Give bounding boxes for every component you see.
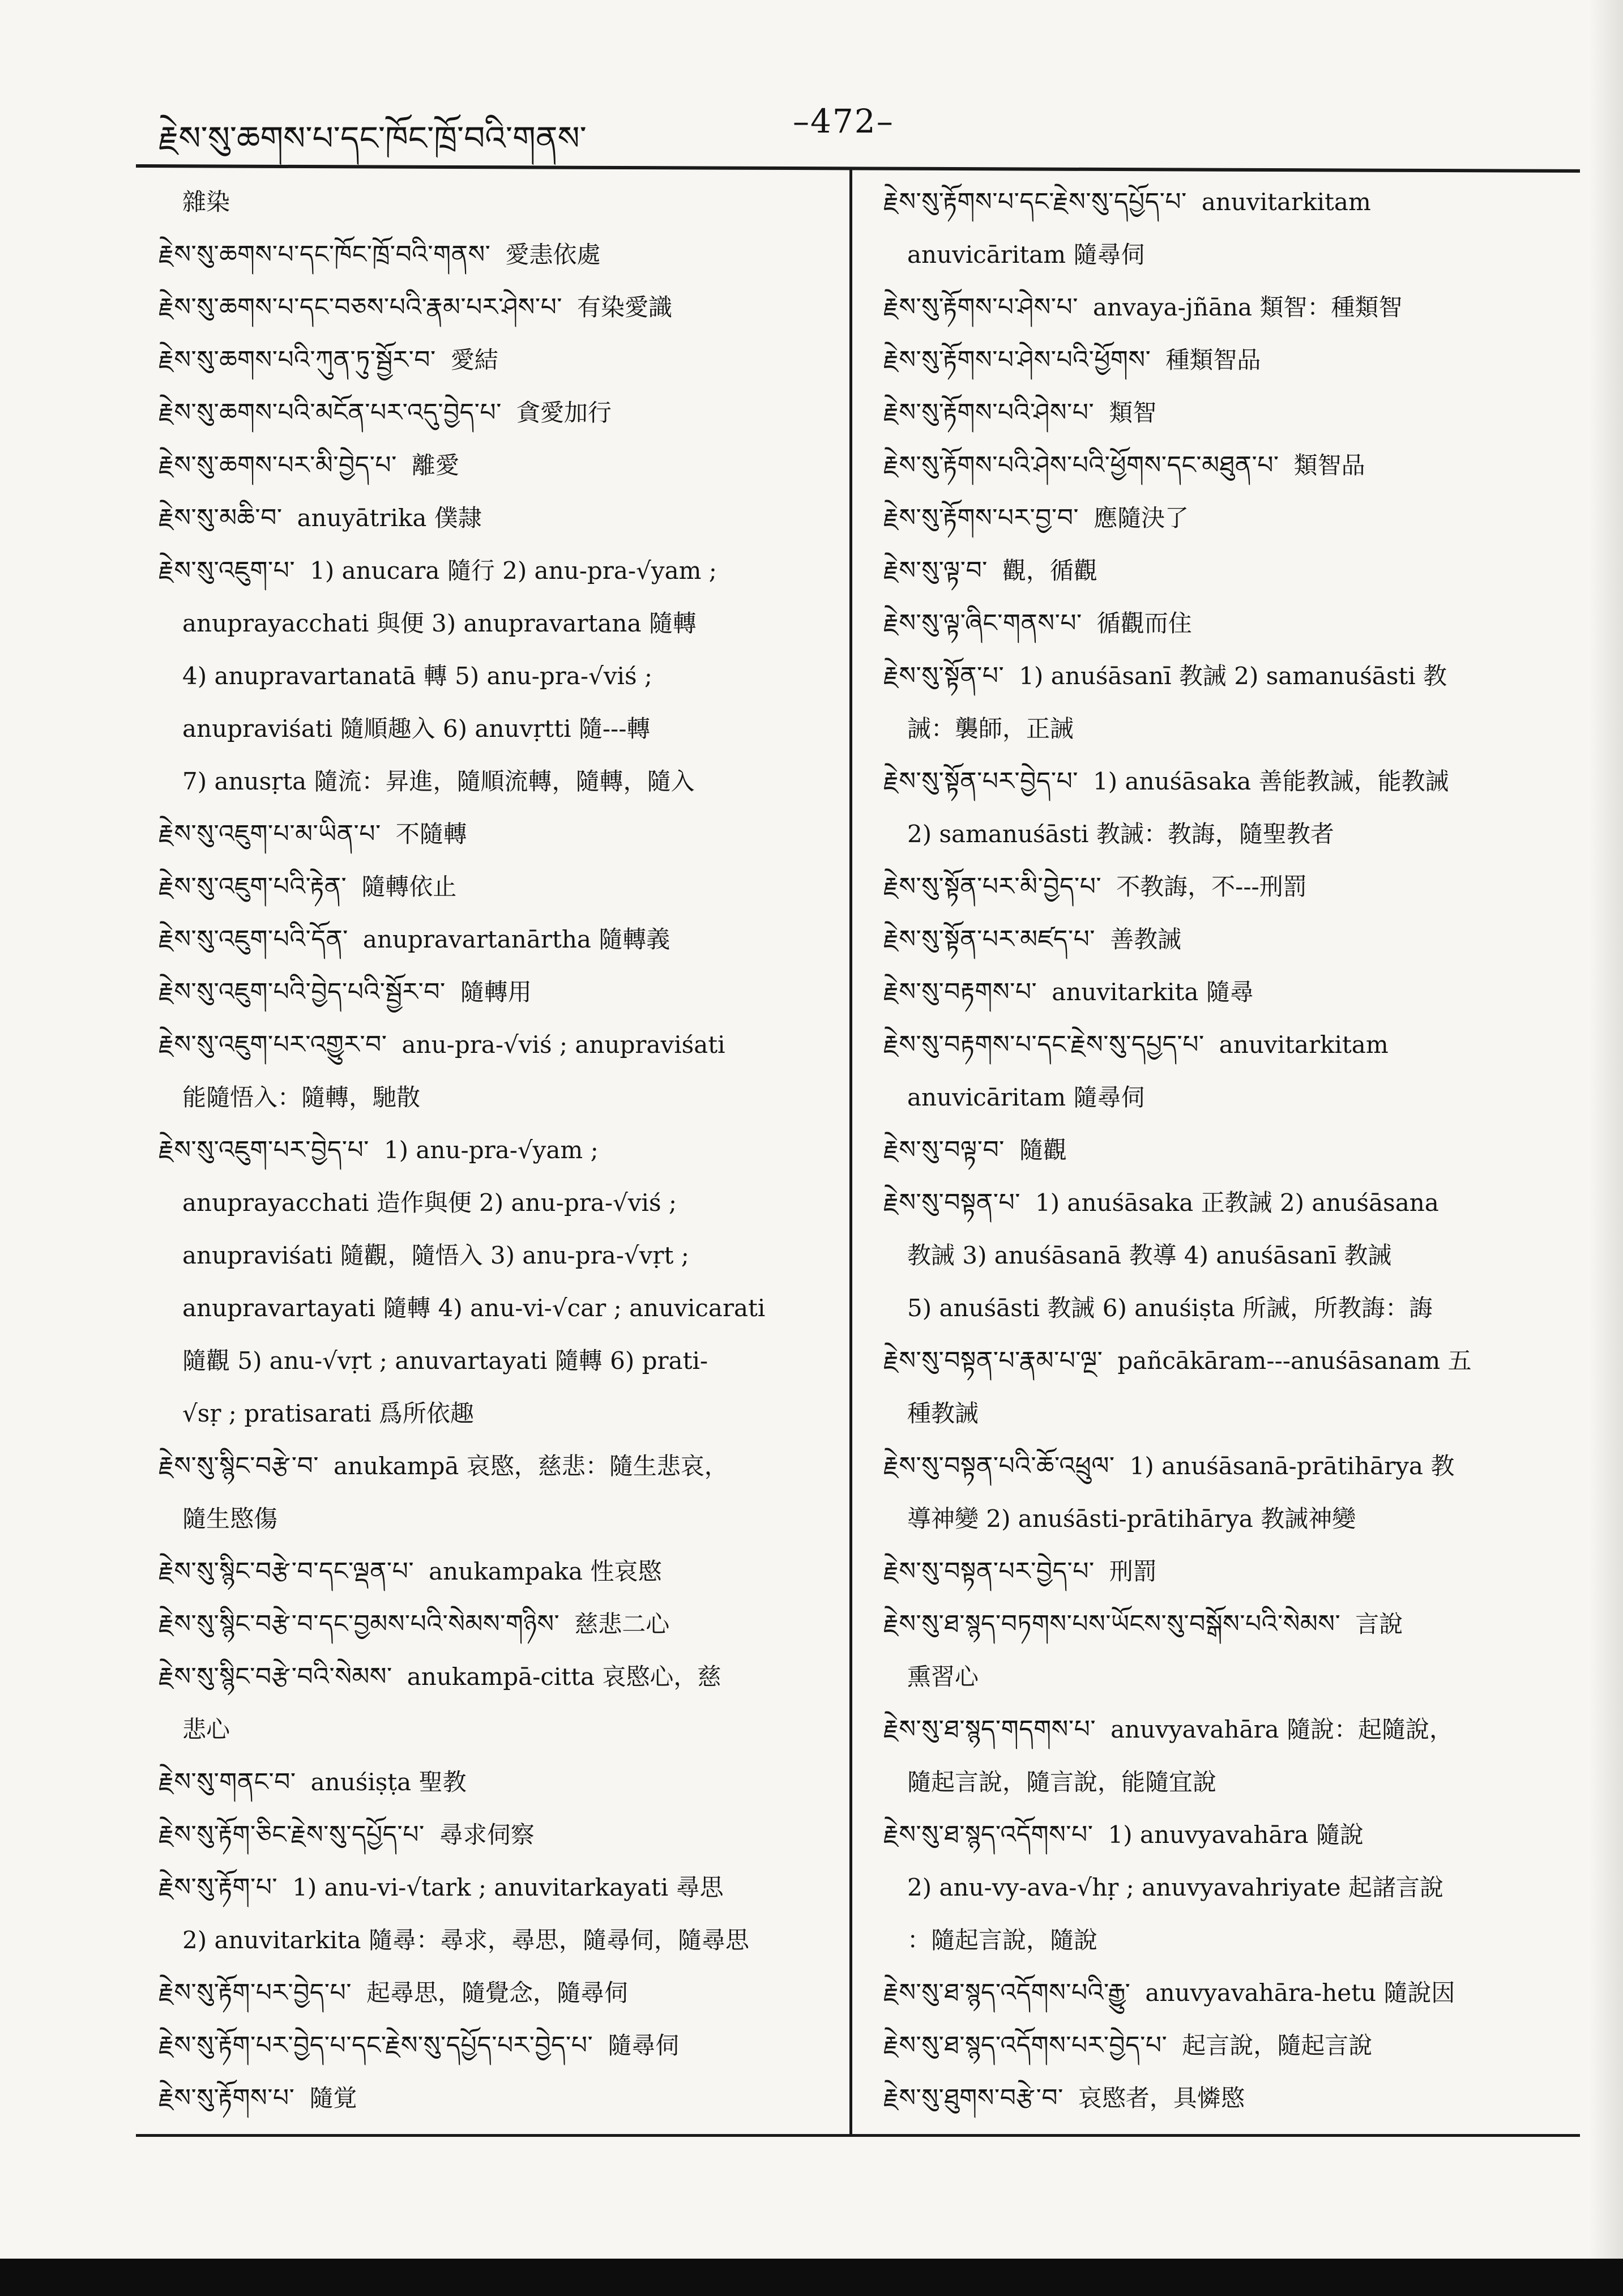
gloss-text: 7) anusṛta 隨流：昇進，隨順流轉，隨轉，隨入 <box>182 767 695 795</box>
gloss-text: 1) anuvyavahāra 隨說 <box>1108 1821 1364 1849</box>
dictionary-line <box>159 1124 838 1176</box>
tibetan-headword: རྗེས་སུ་རྟོག་པ་ <box>159 1873 278 1902</box>
dictionary-line <box>159 1966 838 2019</box>
dictionary-line <box>159 1440 838 1492</box>
dictionary-line <box>883 492 1563 544</box>
gloss-text: 有染愛識 <box>577 293 673 321</box>
bottom-rule <box>136 2134 1580 2137</box>
tibetan-headword: རྗེས་སུ་བསྟན་པར་བྱེད་པ་ <box>883 1557 1095 1586</box>
dictionary-line <box>883 1071 1563 1124</box>
tibetan-headword: རྗེས་སུ་རྟོག་པར་བྱེད་པ་དང་རྗེས་སུ་དཔྱོད་པར་བྱེད་པ་ <box>159 2031 593 2060</box>
dictionary-line <box>883 386 1563 439</box>
gloss-text: 導神變 2) anuśāsti-prātihārya 教誡神變 <box>907 1505 1356 1533</box>
gloss-text: 1) anuśāsanā-prātihārya 教 <box>1129 1452 1455 1480</box>
gloss-text: anupravartanārtha 隨轉義 <box>362 925 670 953</box>
gloss-text: 隨轉依止 <box>361 873 457 901</box>
gloss-text: anupraviśati 隨順趣入 6) anuvṛtti 隨---轉 <box>182 715 651 742</box>
left-column <box>159 176 838 2124</box>
gloss-text: √sṛ ; pratisarati 爲所依趣 <box>182 1399 474 1427</box>
dictionary-line <box>883 1176 1563 1229</box>
tibetan-headword: རྗེས་སུ་ཐ་སྙད་གདགས་པ་ <box>883 1715 1096 1744</box>
dictionary-line <box>883 808 1563 860</box>
gloss-text: 教誡 3) anuśāsanā 教導 4) anuśāsanī 教誡 <box>907 1241 1392 1269</box>
tibetan-headword: རྗེས་སུ་རྟོགས་པ་ཤེས་པའི་ཕྱོགས་ <box>883 345 1151 374</box>
gloss-text: 類智 <box>1109 399 1157 426</box>
dictionary-line <box>159 1071 838 1124</box>
tibetan-headword: རྗེས་སུ་འཇུག་པའི་རྟེན་ <box>159 872 347 901</box>
gloss-text: 不隨轉 <box>395 820 467 848</box>
page-number: –472– <box>793 102 894 140</box>
gloss-text: anuprayacchati 造作與便 2) anu-pra-√viś ; <box>182 1189 677 1217</box>
dictionary-line <box>159 1756 838 1808</box>
gloss-text: anuvitarkita 隨尋 <box>1052 978 1254 1006</box>
dictionary-line <box>883 2019 1563 2072</box>
dictionary-line <box>883 281 1563 334</box>
tibetan-headword: རྗེས་སུ་བསྟན་པ་ <box>883 1188 1020 1217</box>
gloss-text: 離愛 <box>411 451 459 479</box>
tibetan-headword: རྗེས་སུ་ཐུགས་བརྩེ་བ་ <box>883 2084 1064 2113</box>
tibetan-headword: རྗེས་སུ་ཆགས་པ་དང་ཁོང་ཁྲོ་བའི་གནས་ <box>159 240 491 269</box>
dictionary-line <box>159 860 838 913</box>
tibetan-headword: རྗེས་སུ་བལྟ་བ་ <box>883 1136 1005 1164</box>
scan-bottom-band <box>0 2259 1623 2296</box>
dictionary-line <box>159 1703 838 1756</box>
dictionary-line <box>883 755 1563 808</box>
gloss-text: 循觀而住 <box>1096 609 1192 637</box>
gloss-text: 1) anuśāsanī 教誡 2) samanuśāsti 教 <box>1019 662 1447 690</box>
dictionary-line <box>883 1598 1563 1650</box>
dictionary-line <box>159 1387 838 1440</box>
gloss-text: 哀愍者，具憐愍 <box>1078 2084 1245 2112</box>
gloss-text: anuvitarkitam <box>1219 1031 1389 1059</box>
tibetan-headword: རྗེས་སུ་རྟོགས་པར་བྱ་བ་ <box>883 503 1079 532</box>
dictionary-line <box>159 755 838 808</box>
tibetan-headword: རྗེས་སུ་རྟོགས་པའི་ཤེས་པ་ <box>883 398 1095 427</box>
dictionary-line <box>883 334 1563 386</box>
gloss-text: anukampā-citta 哀愍心，慈 <box>407 1663 721 1691</box>
dictionary-line <box>883 966 1563 1018</box>
gloss-text: 起言說，隨起言說 <box>1182 2032 1373 2059</box>
tibetan-headword: རྗེས་སུ་ལྟ་བ་ <box>883 556 988 585</box>
dictionary-line <box>883 1229 1563 1282</box>
dictionary-line <box>159 544 838 597</box>
dictionary-line <box>159 597 838 650</box>
dictionary-line <box>159 1598 838 1650</box>
tibetan-headword: རྗེས་སུ་བསྟན་པ་རྣམ་པ་ལྔ་ <box>883 1346 1103 1375</box>
tibetan-headword: རྗེས་སུ་འཇུག་པ་ <box>159 556 296 585</box>
gloss-text: 隨覚 <box>309 2084 357 2112</box>
gloss-text: 2) samanuśāsti 教誡：教誨，隨聖教者 <box>907 820 1334 848</box>
dictionary-line <box>883 228 1563 281</box>
dictionary-line <box>159 1914 838 1966</box>
gloss-text: 種教誡 <box>907 1399 979 1427</box>
column-divider <box>849 170 852 2134</box>
gloss-text: 1) anucara 隨行 2) anu-pra-√yam ; <box>310 557 717 584</box>
tibetan-headword: རྗེས་སུ་ཐ་སྙད་འདོགས་པའི་རྒྱུ་ <box>883 1978 1131 2007</box>
dictionary-line <box>883 1282 1563 1334</box>
gloss-text: 善教誡 <box>1110 925 1182 953</box>
dictionary-line <box>883 1703 1563 1756</box>
dictionary-line <box>159 650 838 702</box>
dictionary-line <box>883 702 1563 755</box>
dictionary-line <box>883 597 1563 650</box>
dictionary-line <box>159 334 838 386</box>
tibetan-headword: རྗེས་སུ་སྙིང་བརྩེ་བ་དང་བྱམས་པའི་སེམས་གཉིས་ <box>159 1610 560 1638</box>
gloss-text: 熏習心 <box>907 1663 979 1691</box>
tibetan-headword: རྗེས་སུ་བརྟགས་པ་དང་རྗེས་སུ་དཔྱད་པ་ <box>883 1030 1205 1059</box>
gloss-text: 起尋思，隨覺念，隨尋伺 <box>366 1979 628 2007</box>
gloss-text: 1) anuśāsaka 善能教誡，能教誡 <box>1093 767 1449 795</box>
dictionary-line <box>883 2072 1563 2124</box>
gloss-text: 觀，循觀 <box>1002 557 1097 584</box>
tibetan-headword: རྗེས་སུ་ལྟ་ཞིང་གནས་པ་ <box>883 609 1082 638</box>
dictionary-line <box>883 860 1563 913</box>
gloss-text: 愛恚依處 <box>505 241 601 268</box>
dictionary-line <box>159 1492 838 1545</box>
tibetan-headword: རྗེས་སུ་འཇུག་པའི་དོན་ <box>159 925 348 954</box>
dictionary-line <box>883 1650 1563 1703</box>
gloss-text: 隨觀 <box>1019 1136 1067 1164</box>
tibetan-headword: རྗེས་སུ་གནང་བ་ <box>159 1768 296 1796</box>
dictionary-line <box>159 1650 838 1703</box>
dictionary-line <box>159 808 838 860</box>
gloss-text: anuśiṣṭa 聖教 <box>310 1768 467 1796</box>
tibetan-headword: རྗེས་སུ་འཇུག་པ་མ་ཡིན་པ་ <box>159 820 381 848</box>
gloss-text: 1) anu-pra-√yam ; <box>383 1136 599 1164</box>
tibetan-headword: རྗེས་སུ་སྟོན་པར་མི་བྱེད་པ་ <box>883 872 1102 901</box>
gloss-text: 2) anuvitarkita 隨尋：尋求，尋思，隨尋伺，隨尋思 <box>182 1926 749 1954</box>
tibetan-headword: རྗེས་སུ་སྙིང་བརྩེ་བ་ <box>159 1452 319 1480</box>
dictionary-line <box>159 702 838 755</box>
gloss-text: anupravartayati 隨轉 4) anu-vi-√car ; anuvicarati <box>182 1294 766 1322</box>
gloss-text: anukampaka 性哀愍 <box>429 1557 662 1585</box>
gloss-text: anuyātrika 僕隷 <box>297 504 482 532</box>
tibetan-headword: རྗེས་སུ་རྟོགས་པ་དང་རྗེས་སུ་དཔྱོད་པ་ <box>883 187 1187 216</box>
gloss-text: 雜染 <box>182 188 230 216</box>
tibetan-headword: རྗེས་སུ་ཆགས་པ་དང་བཅས་པའི་རྣམ་པར་ཤེས་པ་ <box>159 293 563 322</box>
dictionary-line <box>883 544 1563 597</box>
gloss-text: 2) anu-vy-ava-√hṛ ; anuvyavahriyate 起諸言說 <box>907 1873 1443 1901</box>
tibetan-headword: རྗེས་སུ་རྟོག་པར་བྱེད་པ་ <box>159 1978 352 2007</box>
gloss-text: 1) anu-vi-√tark ; anuvitarkayati 尋思 <box>292 1873 724 1901</box>
tibetan-headword: རྗེས་སུ་མཆི་བ་ <box>159 503 283 532</box>
gloss-text: anuvyavahāra-hetu 隨說因 <box>1145 1979 1455 2007</box>
dictionary-line <box>883 1756 1563 1808</box>
dictionary-line <box>159 1545 838 1598</box>
dictionary-line <box>883 1966 1563 2019</box>
gloss-text: 能隨悟入：隨轉，馳散 <box>182 1083 421 1111</box>
dictionary-line <box>883 650 1563 702</box>
dictionary-line <box>883 1492 1563 1545</box>
dictionary-line <box>159 439 838 492</box>
gloss-text: anu-pra-√viś ; anupraviśati <box>402 1031 725 1059</box>
dictionary-line <box>883 1334 1563 1387</box>
gloss-text: 愛結 <box>450 346 498 374</box>
gloss-text: 言說 <box>1355 1610 1403 1638</box>
gloss-text: anuprayacchati 與便 3) anupravartana 隨轉 <box>182 609 697 637</box>
dictionary-line <box>159 228 838 281</box>
dictionary-line <box>159 1808 838 1861</box>
tibetan-headword: རྗེས་སུ་འཇུག་པར་འགྱུར་བ་ <box>159 1030 387 1059</box>
gloss-text: anuvyavahāra 隨說：起隨說， <box>1111 1715 1454 1743</box>
tibetan-headword: རྗེས་སུ་ཆགས་པའི་ཀུན་ཏུ་སྦྱོར་བ་ <box>159 345 436 374</box>
tibetan-headword: རྗེས་སུ་རྟོག་ཅིང་རྗེས་སུ་དཔྱོད་པ་ <box>159 1820 425 1849</box>
dictionary-line <box>883 1808 1563 1861</box>
dictionary-line <box>159 1282 838 1334</box>
dictionary-line <box>159 1176 838 1229</box>
gloss-text: 種類智品 <box>1165 346 1261 374</box>
right-column <box>883 176 1563 2124</box>
dictionary-line <box>883 1914 1563 1966</box>
dictionary-line <box>159 2072 838 2124</box>
dictionary-line <box>883 1861 1563 1914</box>
gloss-text: anupraviśati 隨觀，隨悟入 3) anu-pra-√vṛt ; <box>182 1241 689 1269</box>
gloss-text: 1) anuśāsaka 正教誡 2) anuśāsana <box>1035 1189 1439 1217</box>
tibetan-headword: རྗེས་སུ་འཇུག་པར་བྱེད་པ་ <box>159 1136 369 1164</box>
gloss-text: 誡：襲師，正誡 <box>907 715 1074 742</box>
dictionary-line <box>159 281 838 334</box>
tibetan-headword: རྗེས་སུ་རྟོགས་པ་ཤེས་པ་ <box>883 293 1078 322</box>
tibetan-headword: རྗེས་སུ་སྟོན་པར་བྱེད་པ་ <box>883 767 1079 796</box>
dictionary-line <box>883 1124 1563 1176</box>
gloss-text: 隨觀 5) anu-√vṛt ; anuvartayati 隨轉 6) prati- <box>182 1347 708 1375</box>
tibetan-headword: རྗེས་སུ་ཐ་སྙད་བཏགས་པས་ཡོངས་སུ་བསྒོས་པའི་སེམས་ <box>883 1610 1341 1638</box>
gloss-text: ：隨起言說，隨說 <box>907 1926 1098 1954</box>
gloss-text: 不教誨，不---刑罰 <box>1116 873 1307 901</box>
dictionary-line <box>159 176 838 228</box>
gloss-text: anuvicāritam 隨尋伺 <box>907 241 1145 268</box>
dictionary-line <box>883 1545 1563 1598</box>
dictionary-line <box>159 386 838 439</box>
gloss-text: 尋求伺察 <box>439 1821 535 1849</box>
dictionary-line <box>159 1334 838 1387</box>
dictionary-line <box>159 2019 838 2072</box>
gloss-text: 隨尋伺 <box>608 2032 680 2059</box>
tibetan-headword: རྗེས་སུ་སྟོན་པ་ <box>883 662 1005 690</box>
running-title: རྗེས་སུ་ཆགས་པ་དང་ཁོང་ཁྲོ་བའི་གནས་ <box>159 119 587 157</box>
gloss-text: 貪愛加行 <box>516 399 612 426</box>
tibetan-headword: རྗེས་སུ་བསྟན་པའི་ཆོ་འཕྲུལ་ <box>883 1452 1115 1480</box>
dictionary-line <box>159 966 838 1018</box>
tibetan-headword: རྗེས་སུ་ཐ་སྙད་འདོགས་པ་ <box>883 1820 1094 1849</box>
gloss-text: anuvicāritam 隨尋伺 <box>907 1083 1145 1111</box>
tibetan-headword: རྗེས་སུ་ཐ་སྙད་འདོགས་པར་བྱེད་པ་ <box>883 2031 1168 2060</box>
tibetan-headword: རྗེས་སུ་ཆགས་པར་མི་བྱེད་པ་ <box>159 451 397 480</box>
gloss-text: anuvitarkitam <box>1201 188 1371 216</box>
gloss-text: 隨轉用 <box>460 978 532 1006</box>
gloss-text: anukampā 哀愍，慈悲：隨生悲哀， <box>334 1452 728 1480</box>
tibetan-headword: རྗེས་སུ་རྟོགས་པ་ <box>159 2084 295 2113</box>
gloss-text: 類智品 <box>1293 451 1365 479</box>
gloss-text: 刑罰 <box>1109 1557 1157 1585</box>
tibetan-headword: རྗེས་སུ་རྟོགས་པའི་ཤེས་པའི་ཕྱོགས་དང་མཐུན་པ་ <box>883 451 1279 480</box>
dictionary-line <box>159 492 838 544</box>
gloss-text: 悲心 <box>182 1715 230 1743</box>
gloss-text: 隨起言說，隨言說，能隨宜說 <box>907 1768 1217 1796</box>
gloss-text: 應隨決了 <box>1094 504 1189 532</box>
dictionary-line <box>883 1440 1563 1492</box>
gloss-text: anvaya-jñāna 類智：種類智 <box>1092 293 1403 321</box>
gloss-text: 4) anupravartanatā 轉 5) anu-pra-√viś ; <box>182 662 653 690</box>
gloss-text: pañcākāram---anuśāsanam 五 <box>1117 1347 1472 1375</box>
dictionary-line <box>159 1018 838 1071</box>
dictionary-line <box>883 176 1563 228</box>
gloss-text: 5) anuśāsti 教誡 6) anuśiṣta 所誡，所教誨：誨 <box>907 1294 1433 1322</box>
gloss-text: 慈悲二心 <box>574 1610 670 1638</box>
dictionary-line <box>159 1229 838 1282</box>
tibetan-headword: རྗེས་སུ་བརྟགས་པ་ <box>883 978 1037 1006</box>
dictionary-line <box>883 1018 1563 1071</box>
tibetan-headword: རྗེས་སུ་སྙིང་བརྩེ་བ་དང་ལྡན་པ་ <box>159 1557 415 1586</box>
tibetan-headword: རྗེས་སུ་སྟོན་པར་མཛད་པ་ <box>883 925 1096 954</box>
dictionary-line <box>883 913 1563 966</box>
tibetan-headword: རྗེས་སུ་སྙིང་བརྩེ་བའི་སེམས་ <box>159 1662 392 1691</box>
scan-edge-shadow <box>1589 0 1623 2296</box>
dictionary-line <box>159 1861 838 1914</box>
dictionary-line <box>883 1387 1563 1440</box>
dictionary-line <box>159 913 838 966</box>
gloss-text: 隨生愍傷 <box>182 1505 278 1533</box>
tibetan-headword: རྗེས་སུ་འཇུག་པའི་བྱེད་པའི་སྦྱོར་བ་ <box>159 978 446 1006</box>
page-header <box>136 96 1586 164</box>
dictionary-line <box>883 439 1563 492</box>
tibetan-headword: རྗེས་སུ་ཆགས་པའི་མངོན་པར་འདུ་བྱེད་པ་ <box>159 398 502 427</box>
